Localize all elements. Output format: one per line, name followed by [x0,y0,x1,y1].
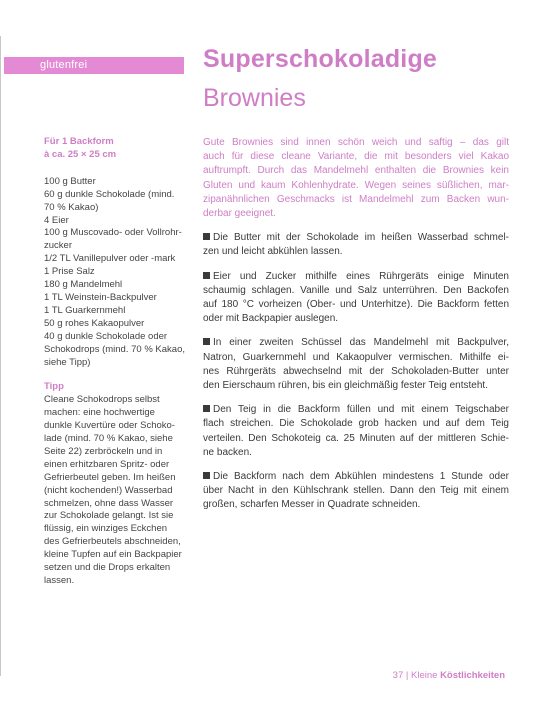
series-name: Kleine [411,670,438,681]
intro-paragraph [203,136,509,221]
yield-line: Für 1 Backform [44,136,114,147]
tipp-line: einen erhitzbaren Spritz- oder [44,458,170,470]
ingredient-line: 60 g dunkle Schokolade (mind. [44,188,175,200]
step-line: oder mit Backpapier auslegen. [203,313,339,325]
tipp-line: Seite 22) zerbröckeln und in [44,445,163,457]
ingredient-line: 1 TL Weinstein-Backpulver [44,291,157,303]
yield-line: à ca. 25 × 25 cm [44,148,117,160]
step-line [203,270,509,284]
tipp-text [44,394,194,588]
square-bullet-icon [203,472,210,479]
tipp-line: Gefrierbeutel geben. Im heißen [44,471,176,483]
ingredient-line: siehe Tipp) [44,356,91,368]
tipp-line: kleine Tupfen auf ein Backpapier [44,549,182,561]
recipe-title: Superschokoladige [203,45,438,73]
footer-separator: | [405,670,409,681]
step-4 [203,403,509,460]
page-edge-line [0,36,1,676]
tipp-line: lassen. [44,575,75,586]
square-bullet-icon [203,338,210,345]
step-5 [203,470,509,513]
book-title: Köstlichkeiten [440,670,505,681]
step-line [203,336,509,350]
intro-line: zipanähnlichen Geschmacks ist Mandelmehl zum Backen wun- [203,193,509,205]
recipe-subtitle: Brownies [203,84,306,112]
step-line: großen, scharfen Messer in Quadrate schneiden. [203,499,421,511]
step-line [203,470,509,484]
step-3 [203,336,509,393]
intro-line: auch für diese cleane Variante, die mit besonders viel Kakao [203,151,509,163]
step-line-text: Eier und Zucker mithilfe eines Rührgeräts einige Minuten [213,270,509,282]
step-line: zen und leicht abkühlen lassen. [203,246,343,258]
ingredient-line: 70 % Kakao) [44,201,99,213]
tipp-line: setzen und die Drops erkalten [44,562,171,574]
step-line-text: In einer zweiten Schüssel das Mandelmehl mit Backpulver, [213,337,509,349]
tipp-line: (nicht kochenden!) Wasserbad [44,484,173,496]
step-line: über Nacht in den Kühlschrank stellen. Dann den Teig mit einem [203,485,509,497]
ingredient-line: 4 Eier [44,214,69,226]
square-bullet-icon [203,272,210,279]
ingredient-line: Schokodrops (mind. 70 % Kakao, [44,343,185,355]
step-line [203,231,509,245]
ingredient-line: 40 g dunkle Schokolade oder [44,330,168,342]
yield-heading [44,136,194,162]
page-number: 37 [392,670,404,681]
step-line-text: Die Butter mit der Schokolade im heißen Wasserbad schmel- [213,232,509,244]
ingredient-line: zucker [44,240,72,252]
ingredient-line: 50 g rohes Kakaopulver [44,317,145,329]
tipp-line: lade (mind. 70 % Kakao, siehe [44,433,173,445]
step-line-text: Die Backform nach dem Abkühlen mindestens 1 Stunde oder [213,471,509,483]
step-2 [203,270,509,327]
ingredient-list [44,176,194,370]
step-line-text: Den Teig in die Backform füllen und mit einem Teigschaber [213,404,509,416]
ingredient-line: 180 g Mandelmehl [44,279,123,291]
instructions-column [203,136,509,513]
ingredient-line: 1 Prise Salz [44,266,95,278]
intro-line: auftrumpft. Durch das Mandelmehl enthalten die Brownies kein [203,165,509,177]
tipp-line: des Gefrierbeutels abschneiden, [44,536,181,548]
step-line: flach streichen. Die Schokolade grob hacken und auf dem Teig [203,418,509,430]
step-line: schaumig schlagen. Vanille und Salz unterrühren. Den Backofen [203,284,509,296]
step-line: den Eierschaum rühren, bis ein gleichmäßig fester Teig entsteht. [203,380,488,392]
tipp-line: machen: eine hochwertige [44,407,155,419]
intro-line: derbar geeignet. [203,208,276,220]
ingredient-line: 100 g Butter [44,175,96,187]
tipp-heading: Tipp [44,381,64,393]
tipp-line: zur Schokolade gelangt. Ist sie [44,510,174,522]
step-1 [203,231,509,259]
category-tag: glutenfrei [4,57,184,74]
square-bullet-icon [203,233,210,240]
square-bullet-icon [203,405,210,412]
ingredient-line: 1/2 TL Vanillepulver oder -mark [44,253,176,265]
step-line: auf 180 °C vorheizen (Ober- und Unterhitze). Die Backform fetten [203,299,509,311]
ingredients-column [44,136,194,588]
intro-line: Gute Brownies sind innen schön weich und saftig – das gilt [203,137,509,148]
intro-line: Gluten und kaum Kohlenhydrate. Wegen seines süßlichen, mar- [203,179,509,191]
step-line: verteilen. Den Schokoteig ca. 25 Minuten auf der mittleren Schie- [203,432,509,444]
step-line: nes Rührgeräts abwechselnd mit der Schokoladen-Butter unter [203,365,509,377]
tipp-line: dunkle Kuvertüre oder Schoko- [44,420,175,432]
step-line: ne backen. [203,446,252,458]
ingredient-line: 1 TL Guarkernmehl [44,304,126,316]
tipp-line: schmelzen, ohne dass Wasser [44,497,174,509]
step-line: Natron, Guarkernmehl und Kakaopulver vermischen. Mithilfe ei- [203,351,509,363]
page-footer [393,670,505,681]
tipp-line: flüssig, ein winziges Eckchen [44,523,168,535]
tipp-line: Cleane Schokodrops selbst [44,394,160,406]
step-line [203,403,509,417]
ingredient-line: 100 g Muscovado- oder Vollrohr- [44,227,182,239]
